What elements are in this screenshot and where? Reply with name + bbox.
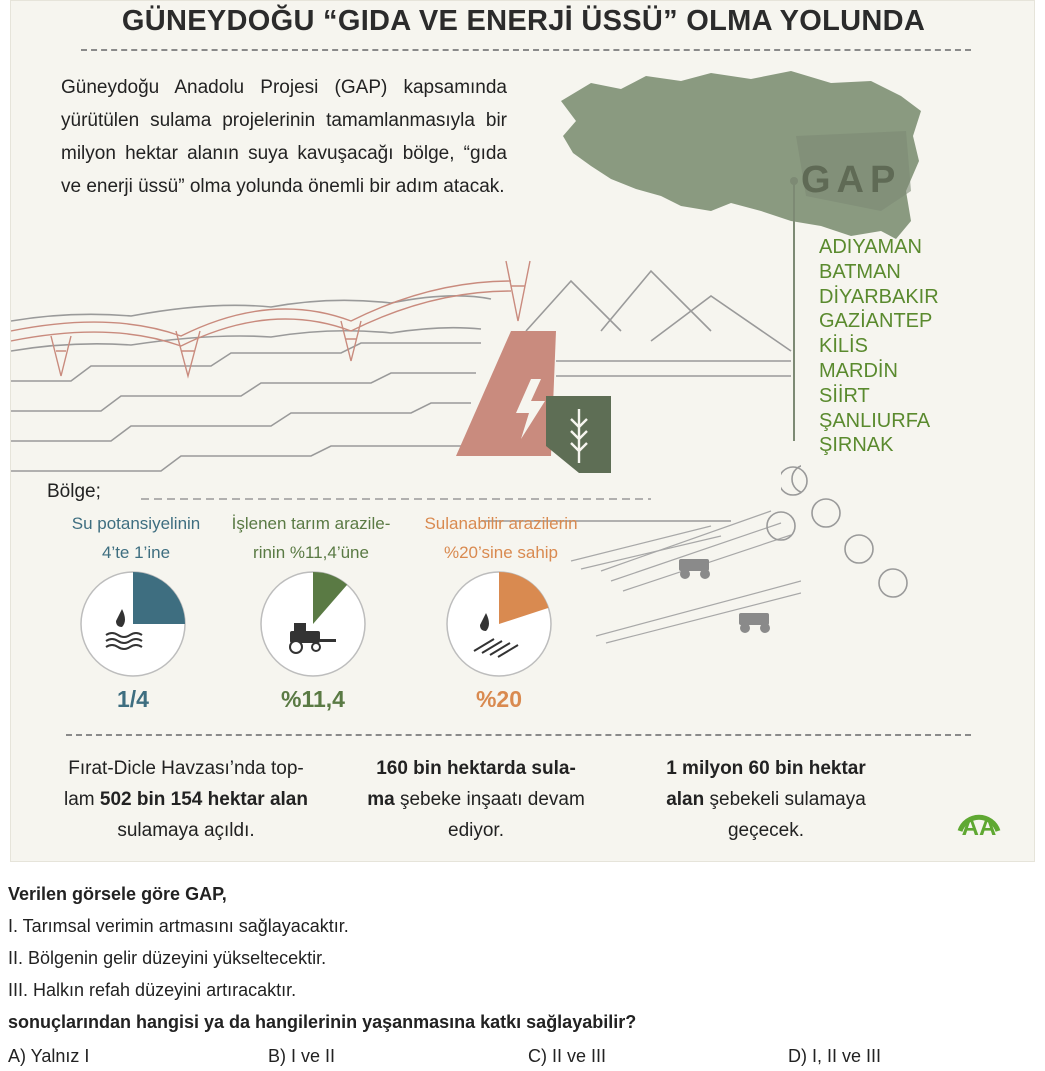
- question-prompt: sonuçlarından hangisi ya da hangilerinin yaşanmasına katkı sağlayabilir?: [8, 1012, 637, 1032]
- stat-value-farmland: %11,4: [281, 686, 345, 712]
- city-item: ADIYAMAN: [819, 236, 922, 258]
- infographic-panel: [10, 0, 1035, 862]
- tree-row: [781, 461, 931, 621]
- city-item: ŞANLIURFA: [819, 409, 931, 432]
- statement-3: III. Halkın refah düzeyini artıracaktır.: [8, 980, 297, 1000]
- stats-divider: [66, 734, 971, 736]
- stat-label-water: Su potansiyelinin 4’te 1’ine: [71, 514, 201, 562]
- stat-value-water: 1/4: [117, 686, 149, 712]
- turkey-map: [551, 61, 931, 251]
- city-item: KİLİS: [819, 335, 868, 358]
- city-item: DİYARBAKIR: [819, 285, 939, 308]
- option-d[interactable]: D) I, II ve III: [788, 1046, 882, 1066]
- gap-city-list: [819, 235, 939, 458]
- fact-future-irrigation: 1 milyon 60 bin hektar alan şebekeli sulamaya geçecek.: [666, 758, 866, 841]
- option-c[interactable]: C) II ve III: [528, 1046, 607, 1066]
- pie-irrigable: [444, 569, 554, 679]
- city-item: SİİRT: [819, 384, 870, 407]
- city-item: ŞIRNAK: [819, 434, 894, 457]
- fact-opened-area: Fırat-Dicle Havzası’nda top- lam 502 bin 154 hektar alan sulamaya açıldı.: [64, 758, 308, 841]
- gap-map-label: GAP: [801, 159, 902, 201]
- stat-value-irrigable: %20: [475, 686, 523, 712]
- pie-water: [78, 569, 188, 679]
- statement-1: I. Tarımsal verimin artmasını sağlayacaktır.: [8, 916, 349, 936]
- infographic-title: GÜNEYDOĞU “GIDA VE ENERJİ ÜSSÜ” OLMA YOLUNDA: [121, 5, 926, 37]
- title-divider: [81, 49, 971, 51]
- statement-2: II. Bölgenin gelir düzeyini yükseltecektir.: [8, 948, 327, 968]
- svg-text:AA: AA: [961, 814, 997, 841]
- pie-farmland: [258, 569, 368, 679]
- stat-label-farmland: İşlenen tarım arazile- rinin %11,4’üne: [231, 514, 391, 562]
- city-item: BATMAN: [819, 260, 901, 283]
- intro-text: Güneydoğu Anadolu Projesi (GAP) kapsamında yürütülen sulama projelerinin tamamlanmasıyla bir milyon hektar alanın suya kavuşacağı bölge, “gıda ve enerji üssü” olma yolunda önemli bir adım atacak.: [61, 77, 507, 197]
- fact-under-construction: 160 bin hektarda sula- ma şebeke inşaatı devam ediyor.: [367, 758, 585, 841]
- option-b[interactable]: B) I ve II: [268, 1046, 336, 1066]
- city-item: GAZİANTEP: [819, 310, 933, 333]
- pie-slice: [133, 572, 185, 624]
- question-stem: Verilen görsele göre GAP,: [8, 884, 227, 904]
- stat-label-irrigable: Sulanabilir arazilerin %20’sine sahip: [424, 514, 578, 562]
- city-item: MARDİN: [819, 359, 898, 382]
- region-heading: Bölge;: [47, 481, 101, 502]
- option-a[interactable]: A) Yalnız I: [8, 1046, 90, 1066]
- aa-logo: [954, 791, 1004, 841]
